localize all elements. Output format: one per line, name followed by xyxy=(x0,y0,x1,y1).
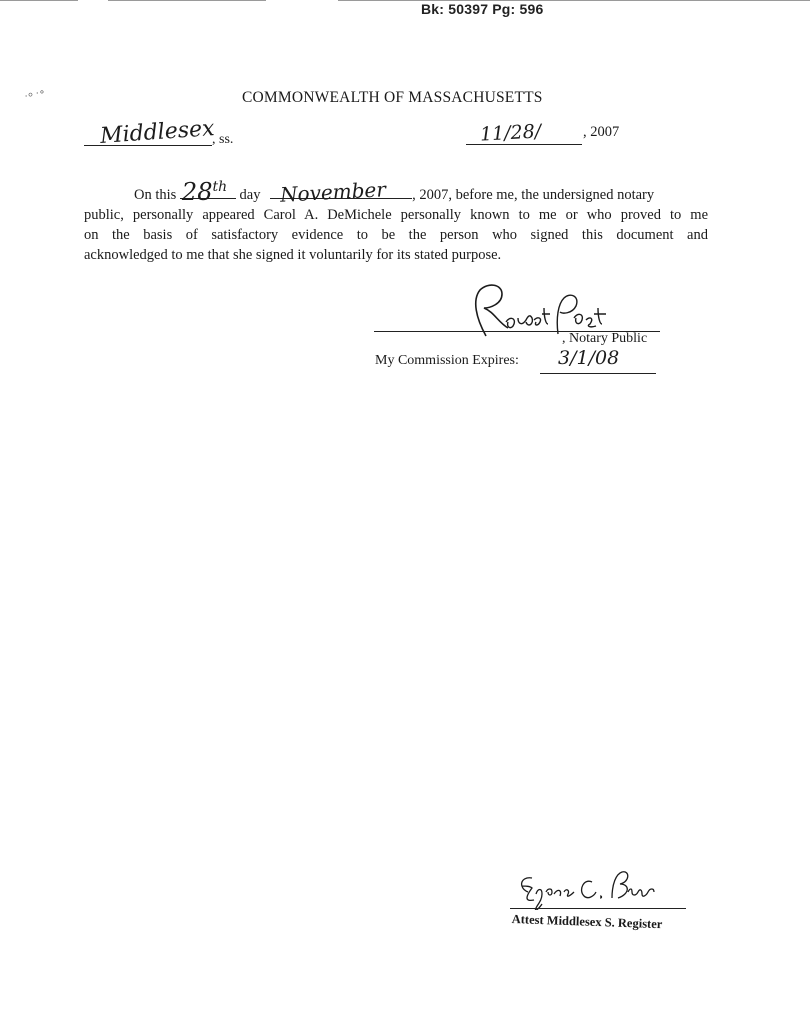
day-ordinal: th xyxy=(212,179,228,195)
commission-expiry-line xyxy=(540,373,656,374)
commission-expires-label: My Commission Expires: xyxy=(375,353,519,368)
month-blank xyxy=(270,177,412,207)
on-this-text: On this xyxy=(134,187,177,203)
acknowledgment-line-1-rest: , 2007, before me, the undersigned notary xyxy=(412,187,655,203)
register-attest-label: Attest Middlesex S. Register xyxy=(511,912,663,932)
scan-edge-rule-right xyxy=(338,0,810,1)
date-year-suffix: , 2007 xyxy=(583,124,620,140)
notary-public-label: , Notary Public xyxy=(562,331,648,346)
month-handwritten: November xyxy=(279,177,387,207)
register-signature xyxy=(512,862,662,910)
county-handwritten: Middlesex xyxy=(99,116,216,149)
day-word: day xyxy=(239,187,261,203)
acknowledgment-line-2: public, personally appeared Carol A. DeMichele personally known to me or who proved to me xyxy=(84,207,708,223)
acknowledgment-line-3: on the basis of satisfactory evidence to be the person who signed this document and xyxy=(84,227,708,243)
scan-edge-rule-middle xyxy=(108,0,266,1)
scan-edge-rule-left xyxy=(0,0,78,1)
document-heading: COMMONWEALTH OF MASSACHUSETTS xyxy=(242,89,543,106)
county-suffix: , ss. xyxy=(212,132,234,147)
acknowledgment-line-1 xyxy=(134,177,655,207)
book-page-reference: Bk: 50397 Pg: 596 xyxy=(421,1,544,17)
day-blank xyxy=(180,178,236,206)
commission-expiry-handwritten: 3/1/08 xyxy=(558,347,620,369)
day-handwritten xyxy=(181,177,228,206)
scan-speck-marks: ·⸰ ·∘ xyxy=(23,86,47,103)
date-handwritten: 11/28/ xyxy=(479,120,542,146)
register-attest-rule xyxy=(510,908,686,909)
acknowledgment-line-4: acknowledged to me that she signed it voluntarily for its stated purpose. xyxy=(84,247,502,263)
day-number: 28 xyxy=(181,178,213,206)
